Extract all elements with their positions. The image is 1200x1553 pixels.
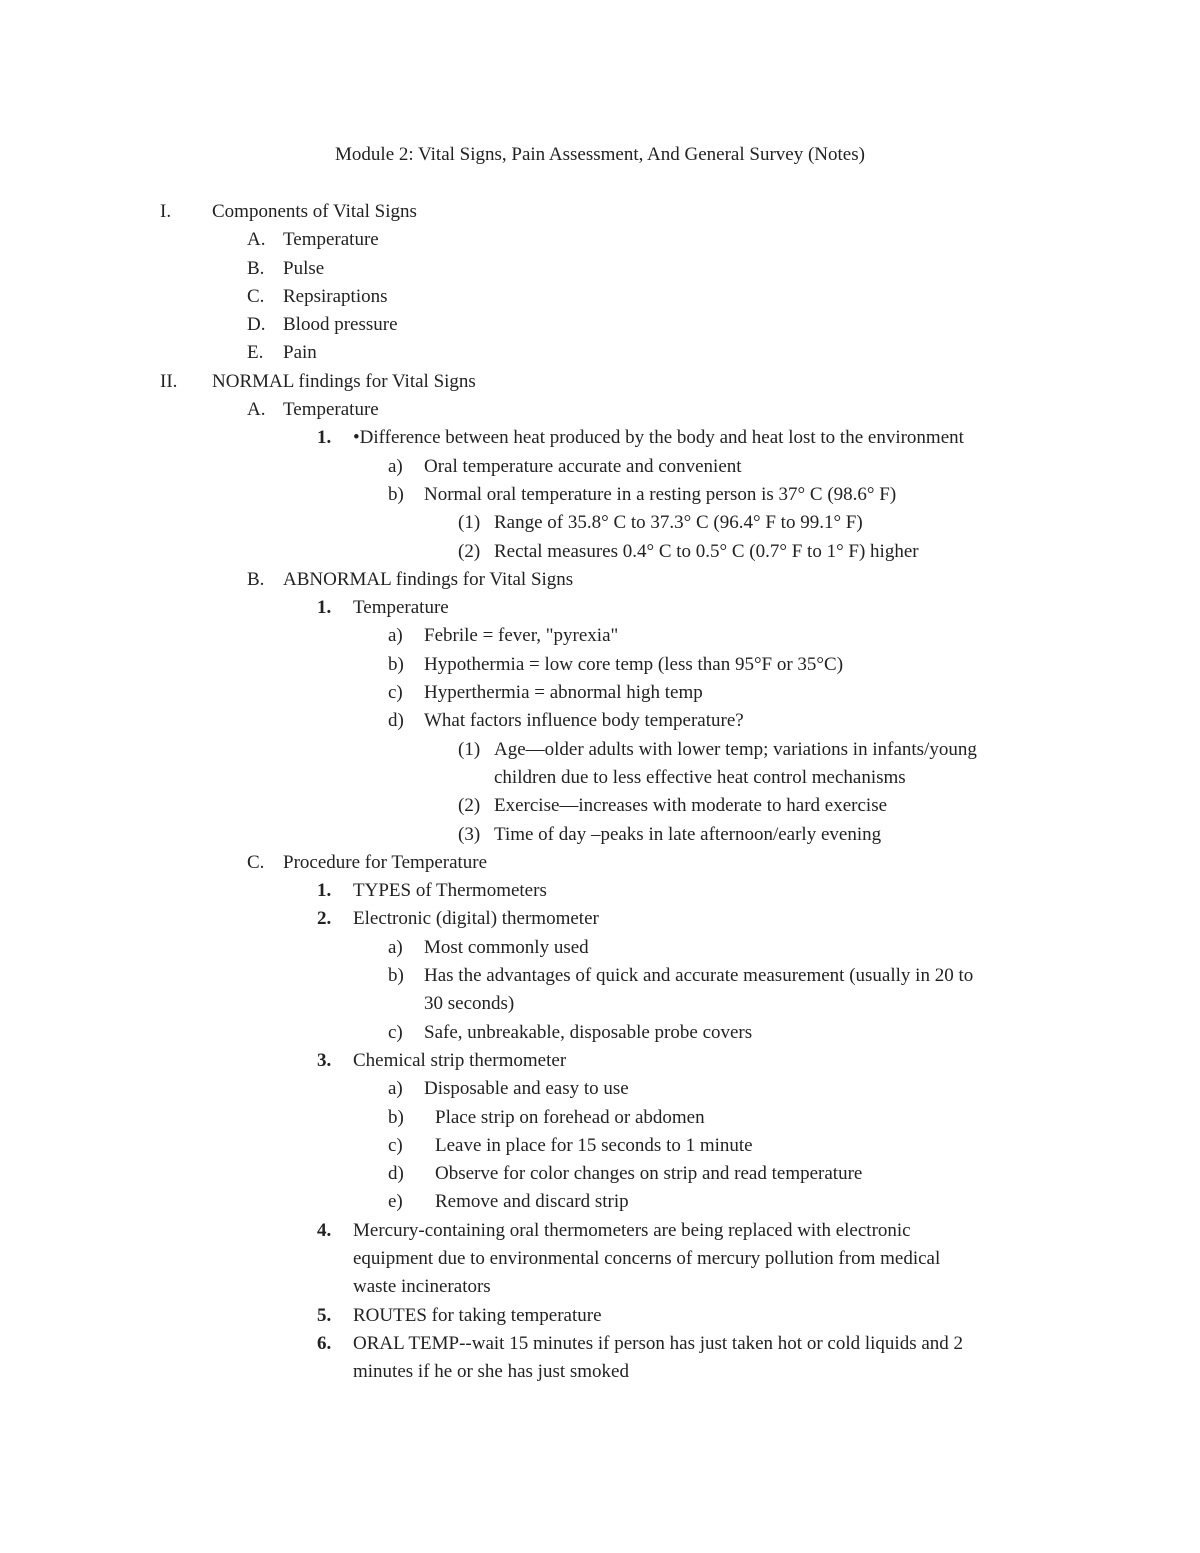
outline-marker: (2) bbox=[458, 540, 481, 562]
outline-text: Has the advantages of quick and accurate measurement (usually in 20 to bbox=[424, 965, 974, 987]
outline-text: Remove and discard strip bbox=[435, 1191, 629, 1213]
outline-item bbox=[0, 283, 1200, 311]
outline-marker: 2. bbox=[317, 908, 332, 930]
outline-text: What factors influence body temperature? bbox=[424, 710, 744, 732]
outline-list bbox=[0, 198, 1200, 1386]
outline-item bbox=[0, 679, 1200, 707]
outline-text: Chemical strip thermometer bbox=[353, 1049, 567, 1071]
outline-text: Febrile = fever, "pyrexia" bbox=[424, 625, 619, 647]
outline-text: Rectal measures 0.4° C to 0.5° C (0.7° F to 1° F) higher bbox=[494, 540, 919, 562]
outline-text-continuation: equipment due to environmental concerns of mercury pollution from medical bbox=[353, 1247, 941, 1269]
outline-text-continuation: waste incinerators bbox=[353, 1276, 491, 1298]
outline-item bbox=[0, 792, 1200, 820]
outline-marker: 4. bbox=[317, 1219, 332, 1241]
outline-text: Temperature bbox=[353, 597, 449, 619]
outline-item bbox=[0, 1160, 1200, 1188]
outline-text: Electronic (digital) thermometer bbox=[353, 908, 599, 930]
outline-text-continuation: 30 seconds) bbox=[424, 993, 515, 1015]
outline-marker: D. bbox=[247, 314, 266, 336]
outline-item bbox=[0, 1188, 1200, 1216]
outline-text: Observe for color changes on strip and read temperature bbox=[435, 1163, 863, 1185]
outline-text: Time of day –peaks in late afternoon/early evening bbox=[494, 823, 882, 845]
outline-text: NORMAL findings for Vital Signs bbox=[212, 370, 476, 392]
outline-text: Procedure for Temperature bbox=[283, 851, 488, 873]
outline-text: Age—older adults with lower temp; variations in infants/young bbox=[494, 738, 977, 760]
outline-item bbox=[0, 934, 1200, 962]
outline-text: Components of Vital Signs bbox=[212, 201, 417, 222]
outline-text: TYPES of Thermometers bbox=[353, 880, 547, 902]
outline-item bbox=[0, 198, 1200, 226]
outline-marker: 1. bbox=[317, 880, 332, 902]
outline-text: Leave in place for 15 seconds to 1 minute bbox=[435, 1134, 753, 1156]
outline-text: Pain bbox=[283, 342, 317, 364]
outline-text: Hypothermia = low core temp (less than 95°F or 35°C) bbox=[424, 653, 844, 675]
outline-marker: d) bbox=[388, 1163, 404, 1185]
outline-item bbox=[0, 509, 1200, 537]
outline-marker: b) bbox=[388, 483, 404, 505]
outline-text: •Difference between heat produced by the body and heat lost to the environment bbox=[353, 427, 964, 449]
outline-marker: 1. bbox=[317, 427, 332, 449]
outline-text: Pulse bbox=[283, 257, 325, 279]
outline-item bbox=[0, 1217, 1200, 1245]
outline-marker: a) bbox=[388, 455, 403, 477]
outline-marker: c) bbox=[388, 1134, 403, 1156]
document-title: Module 2: Vital Signs, Pain Assessment, And General Survey (Notes) bbox=[335, 144, 865, 165]
outline-item bbox=[0, 764, 1200, 792]
outline-marker: A. bbox=[247, 229, 266, 251]
outline-marker: C. bbox=[247, 285, 265, 307]
outline-marker: a) bbox=[388, 625, 403, 647]
outline-item bbox=[0, 990, 1200, 1018]
outline-marker: E. bbox=[247, 342, 264, 364]
outline-marker: (3) bbox=[458, 823, 481, 845]
outline-text: Most commonly used bbox=[424, 936, 589, 958]
outline-text: Safe, unbreakable, disposable probe covers bbox=[424, 1021, 753, 1043]
outline-item bbox=[0, 622, 1200, 650]
outline-text: Repsiraptions bbox=[283, 285, 388, 307]
outline-text: ORAL TEMP--wait 15 minutes if person has just taken hot or cold liquids and 2 bbox=[353, 1332, 964, 1354]
outline-item bbox=[0, 1330, 1200, 1358]
outline-marker: b) bbox=[388, 1106, 404, 1128]
outline-item bbox=[0, 736, 1200, 764]
outline-item bbox=[0, 651, 1200, 679]
outline-marker: b) bbox=[388, 965, 404, 987]
outline-item bbox=[0, 368, 1200, 396]
outline-marker: e) bbox=[388, 1191, 403, 1213]
outline-marker: 6. bbox=[317, 1332, 332, 1354]
outline-marker: II. bbox=[160, 370, 178, 392]
outline-item bbox=[0, 1302, 1200, 1330]
outline-item bbox=[0, 594, 1200, 622]
outline-text: Blood pressure bbox=[283, 314, 398, 336]
outline-item bbox=[0, 226, 1200, 254]
outline-marker: (2) bbox=[458, 795, 481, 817]
outline-item bbox=[0, 877, 1200, 905]
outline-text: Exercise—increases with moderate to hard exercise bbox=[494, 795, 888, 817]
outline-item bbox=[0, 707, 1200, 735]
outline-item bbox=[0, 396, 1200, 424]
outline-text: Normal oral temperature in a resting person is 37° C (98.6° F) bbox=[424, 483, 897, 505]
outline-item bbox=[0, 424, 1200, 452]
outline-text: Mercury-containing oral thermometers are being replaced with electronic bbox=[353, 1219, 911, 1241]
outline-marker: B. bbox=[247, 257, 265, 279]
outline-marker: 3. bbox=[317, 1049, 332, 1071]
outline-marker: 1. bbox=[317, 597, 332, 619]
outline-marker: (1) bbox=[458, 512, 481, 534]
outline-item bbox=[0, 1132, 1200, 1160]
outline-item bbox=[0, 1358, 1200, 1386]
outline-marker: d) bbox=[388, 710, 404, 732]
outline-text: Disposable and easy to use bbox=[424, 1078, 629, 1100]
outline-item bbox=[0, 905, 1200, 933]
outline-text: ROUTES for taking temperature bbox=[353, 1304, 602, 1326]
outline-marker: a) bbox=[388, 1078, 403, 1100]
outline-marker: A. bbox=[247, 399, 266, 421]
outline-marker: C. bbox=[247, 851, 265, 873]
outline-item bbox=[0, 1019, 1200, 1047]
outline-text: Place strip on forehead or abdomen bbox=[435, 1106, 705, 1128]
outline-item bbox=[0, 821, 1200, 849]
outline-item bbox=[0, 962, 1200, 990]
outline-item bbox=[0, 339, 1200, 367]
outline-marker: B. bbox=[247, 568, 265, 590]
outline-text: Hyperthermia = abnormal high temp bbox=[424, 682, 703, 704]
outline-marker: c) bbox=[388, 682, 403, 704]
outline-item bbox=[0, 311, 1200, 339]
outline-item bbox=[0, 566, 1200, 594]
outline-marker: 5. bbox=[317, 1304, 332, 1326]
outline-text: ABNORMAL findings for Vital Signs bbox=[283, 568, 574, 590]
outline-marker: b) bbox=[388, 653, 404, 675]
outline-item bbox=[0, 1075, 1200, 1103]
outline-marker: a) bbox=[388, 936, 403, 958]
outline-item bbox=[0, 453, 1200, 481]
outline-item bbox=[0, 481, 1200, 509]
outline-marker: (1) bbox=[458, 738, 481, 760]
outline-text: Temperature bbox=[283, 399, 379, 421]
outline-item bbox=[0, 1104, 1200, 1132]
outline-text-continuation: children due to less effective heat control mechanisms bbox=[494, 766, 906, 788]
outline-marker: I. bbox=[160, 201, 172, 222]
outline-item bbox=[0, 1047, 1200, 1075]
outline-item bbox=[0, 1245, 1200, 1273]
outline-text: Temperature bbox=[283, 229, 379, 251]
outline-marker: c) bbox=[388, 1021, 403, 1043]
outline-item bbox=[0, 849, 1200, 877]
outline-item bbox=[0, 255, 1200, 283]
outline-text: Oral temperature accurate and convenient bbox=[424, 455, 742, 477]
outline-item bbox=[0, 1273, 1200, 1301]
outline-item bbox=[0, 538, 1200, 566]
outline-text-continuation: minutes if he or she has just smoked bbox=[353, 1361, 629, 1383]
outline-text: Range of 35.8° C to 37.3° C (96.4° F to 99.1° F) bbox=[494, 512, 863, 534]
